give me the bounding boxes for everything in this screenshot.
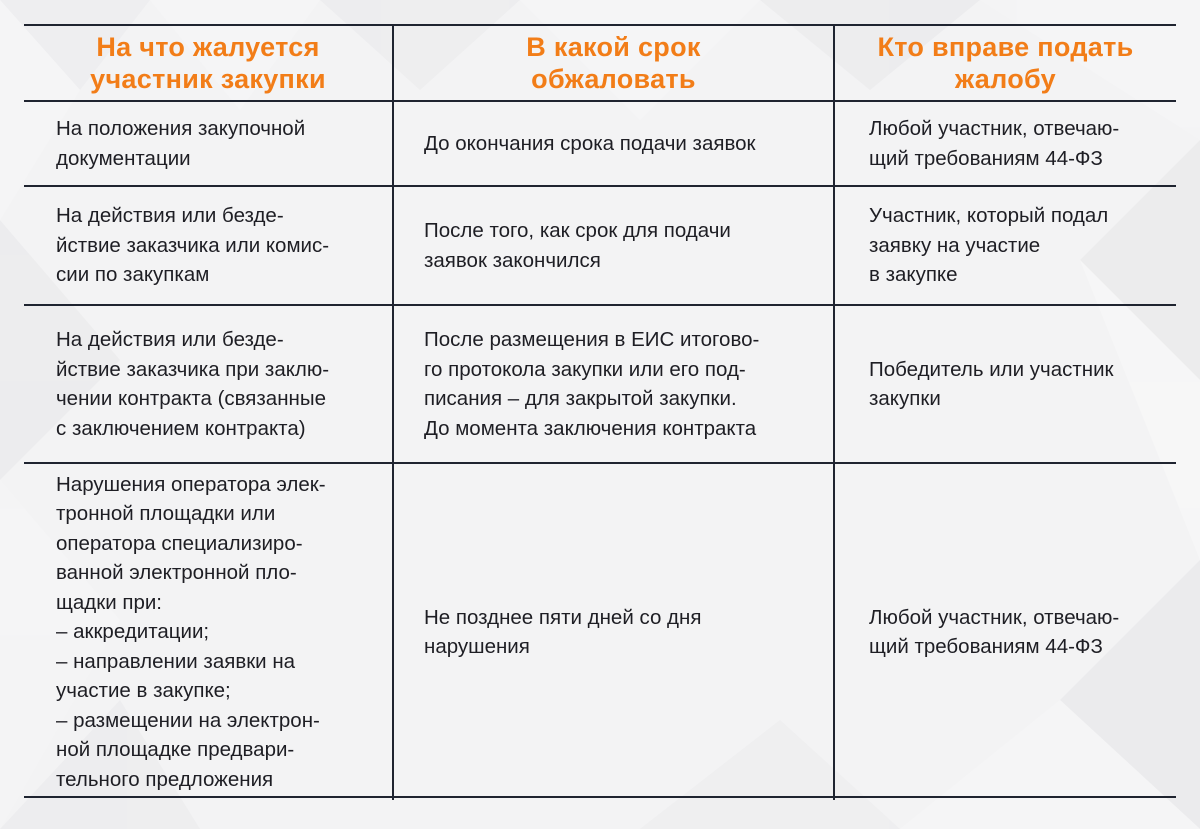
table-cell-applicant: Победитель или участник закупки [835, 306, 1176, 464]
table-cell-subject: На положения закупочной документации [24, 102, 394, 187]
table-cell-deadline: После того, как срок для подачи заявок закончился [394, 187, 835, 306]
table-cell-applicant: Любой участник, отвечаю- щий требованиям 44-ФЗ [869, 605, 1120, 658]
header-deadline: В какой срок обжаловать [394, 26, 835, 102]
table-cell-applicant: Участник, который подал заявку на участие в закупке [835, 187, 1176, 306]
header-who-can-file: Кто вправе подать жалобу [835, 26, 1176, 102]
table-cell-applicant: Любой участник, отвечаю- щий требованиям 44-ФЗ [835, 102, 1176, 187]
table-cell-deadline: После размещения в ЕИС итогово- го протокола закупки или его под- писания – для закрытой закупки. До момента заключения контракта [394, 306, 835, 464]
table-cell-deadline: До окончания срока подачи заявок [394, 102, 835, 187]
table-cell-deadline: Не позднее пяти дней со дня нарушения [394, 464, 835, 800]
table-cell-subject: Нарушения оператора элек- тронной площадки или оператора специализиро- ванной электронной пло- щадки при: – аккредитации; – направлении заявки на участие в закупке; – размещении на электрон- ной площадке предвари- тельного предложения [24, 464, 394, 800]
header-what-complaint: На что жалуется участник закупки [24, 26, 394, 102]
table-cell-subject: На действия или безде- йствие заказчика или комис- сии по закупкам [24, 187, 394, 306]
appeal-table [24, 24, 1176, 798]
table-cell-subject: На действия или безде- йствие заказчика при заклю- чении контракта (связанные с заключением контракта) [24, 306, 394, 464]
